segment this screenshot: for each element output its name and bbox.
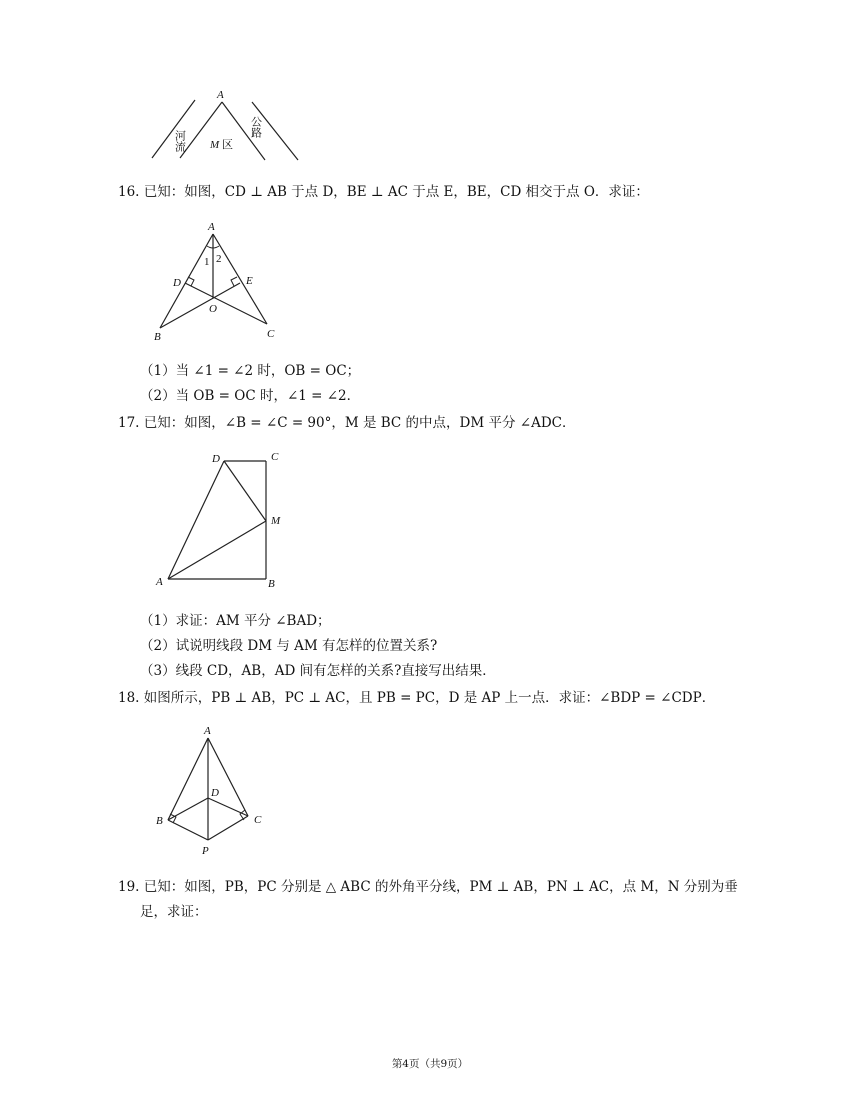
fig-road-label-zone: 区: [222, 138, 233, 151]
q18-label-D: D: [211, 787, 219, 799]
page-footer: 第4页（共9页）: [391, 1058, 469, 1070]
q16-label-E: E: [246, 275, 253, 287]
q17-label-C: C: [271, 451, 279, 463]
q17-label-B: B: [268, 578, 275, 590]
q16-label-D: D: [173, 277, 181, 289]
q17-part3: （3）线段 CD，AB，AD 间有怎样的关系?直接写出结果．: [140, 663, 496, 679]
q17-stem: 17. 已知：如图，∠B = ∠C = 90°，M 是 BC 的中点，DM 平分 ∠ADC．: [118, 415, 576, 431]
q16-label-1: 1: [204, 256, 210, 268]
q17-part1: （1）求证：AM 平分 ∠BAD；: [140, 613, 331, 629]
q18-label-A: A: [204, 725, 211, 737]
q16-label-2: 2: [216, 253, 222, 265]
q16-label-O: O: [209, 303, 217, 315]
q18-label-P: P: [202, 845, 209, 857]
figure-road-river: [140, 88, 310, 168]
q16-label-A: A: [208, 221, 215, 233]
q18-stem: 18. 如图所示，PB ⊥ AB，PC ⊥ AC，且 PB = PC，D 是 AP 上一点．求证：∠BDP = ∠CDP．: [118, 690, 716, 706]
q19-stem-line1: 19. 已知：如图，PB，PC 分别是 △ ABC 的外角平分线，PM ⊥ AB，PN ⊥ AC，点 M，N 分别为垂: [118, 879, 738, 895]
q16-part1: （1）当 ∠1 = ∠2 时，OB = OC；: [140, 363, 361, 379]
fig-road-label-river: 河流: [173, 130, 187, 152]
fig-road-label-A: A: [217, 89, 224, 101]
q17-part2: （2）试说明线段 DM 与 AM 有怎样的位置关系?: [140, 638, 438, 654]
q16-part2: （2）当 OB = OC 时，∠1 = ∠2．: [140, 388, 361, 404]
q17-label-D: D: [212, 453, 220, 465]
q18-label-C: C: [254, 814, 262, 826]
fig-road-label-road: 公路: [249, 116, 263, 138]
q17-label-M: M: [271, 515, 281, 527]
q18-label-B: B: [156, 815, 163, 827]
q17-label-A: A: [156, 576, 163, 588]
fig-road-label-M: M: [210, 139, 220, 151]
q19-stem-line2: 足，求证：: [140, 904, 208, 920]
q16-stem: 16. 已知：如图，CD ⊥ AB 于点 D，BE ⊥ AC 于点 E，BE，CD 相交于点 O．求证：: [118, 184, 649, 200]
figure-q17: [150, 448, 290, 592]
figure-q16: [150, 216, 285, 346]
figure-q18: [150, 722, 270, 862]
q16-label-B: B: [154, 331, 161, 343]
q16-label-C: C: [267, 328, 275, 340]
